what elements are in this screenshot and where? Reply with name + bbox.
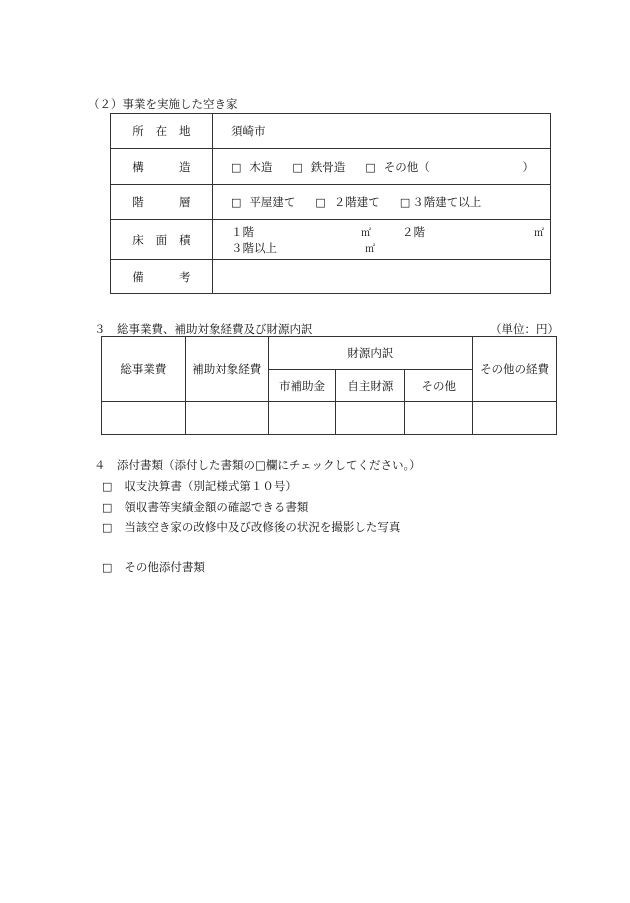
cell-other-costs[interactable]: [473, 402, 557, 435]
location-row: [111, 114, 551, 149]
floor-area-f1-unit: ㎡: [361, 228, 371, 239]
remarks-row: [111, 260, 551, 294]
remarks-label: 備 考: [132, 269, 191, 284]
floor-area-f3-unit: ㎡: [365, 244, 375, 255]
cell-eligible[interactable]: [185, 402, 268, 435]
checkbox-icon[interactable]: □: [102, 561, 113, 574]
section3-title: ３ 総事業費、補助対象経費及び財源内訳: [94, 322, 313, 336]
section4-title: ４ 添付書類（添付した書類の□欄にチェックしてください。）: [94, 458, 421, 472]
cost-table: [101, 336, 557, 435]
attachment-item-other[interactable]: □ その他添付書類: [102, 560, 205, 574]
header-eligible: 補助対象経費: [185, 337, 268, 402]
structure-option-other[interactable]: □ その他（: [365, 159, 430, 174]
checkbox-icon[interactable]: □: [231, 160, 242, 174]
checkbox-icon[interactable]: □: [231, 196, 242, 209]
cost-input-row: [102, 402, 557, 435]
header-own: 自主財源: [336, 370, 405, 402]
floor-area-label: 床 面 積: [132, 232, 191, 247]
structure-row: [111, 149, 551, 185]
property-table: [110, 113, 551, 294]
checkbox-icon[interactable]: □: [365, 160, 376, 174]
unit-note: （単位：円）: [490, 322, 559, 336]
checkbox-icon[interactable]: □: [399, 196, 411, 209]
floor-area-f1-label: １階: [231, 224, 254, 239]
header-subsidy: 市補助金: [268, 370, 336, 402]
floor-area-row: [111, 220, 551, 260]
structure-close-paren: ）: [522, 159, 534, 174]
location-value[interactable]: 須崎市: [213, 114, 551, 149]
floor-area-f2-label: ２階: [402, 224, 425, 239]
floor-area-f3-label: ３階以上: [231, 240, 277, 255]
floors-option-single[interactable]: □ 平屋建て: [231, 195, 296, 209]
checkbox-icon[interactable]: □: [102, 480, 113, 493]
floors-row: [111, 185, 551, 220]
attachment-item[interactable]: □ 収支決算書（別記様式第１０号）: [102, 479, 297, 493]
remarks-value[interactable]: [213, 260, 551, 294]
structure-option-wood[interactable]: □ 木造: [231, 159, 273, 174]
floors-option-two[interactable]: □ ２階建て: [315, 195, 380, 209]
floors-option-three-plus[interactable]: □ ３階建て以上: [399, 195, 482, 209]
floors-label: 階 層: [132, 195, 191, 209]
header-total: 総事業費: [102, 337, 186, 402]
checkbox-icon[interactable]: □: [102, 501, 113, 514]
section2-title: （２）事業を実施した空き家: [88, 97, 238, 111]
structure-label: 構 造: [132, 159, 191, 174]
header-funding: 財源内訳: [268, 337, 473, 370]
cell-total[interactable]: [102, 402, 186, 435]
cell-own[interactable]: [336, 402, 405, 435]
location-label: 所 在 地: [132, 124, 191, 138]
header-other: その他: [405, 370, 473, 402]
checkbox-icon[interactable]: □: [102, 521, 113, 534]
floor-area-f2-unit: ㎡: [534, 228, 544, 239]
header-other-costs: その他の経費: [473, 337, 557, 402]
attachment-item[interactable]: □ 当該空き家の改修中及び改修後の状況を撮影した写真: [102, 520, 401, 534]
cell-subsidy[interactable]: [268, 402, 336, 435]
checkbox-icon[interactable]: □: [292, 160, 303, 174]
attachment-item[interactable]: □ 領収書等実績金額の確認できる書類: [102, 500, 309, 514]
structure-option-steel[interactable]: □ 鉄骨造: [292, 159, 346, 174]
checkbox-icon[interactable]: □: [315, 196, 326, 209]
cell-other[interactable]: [405, 402, 473, 435]
